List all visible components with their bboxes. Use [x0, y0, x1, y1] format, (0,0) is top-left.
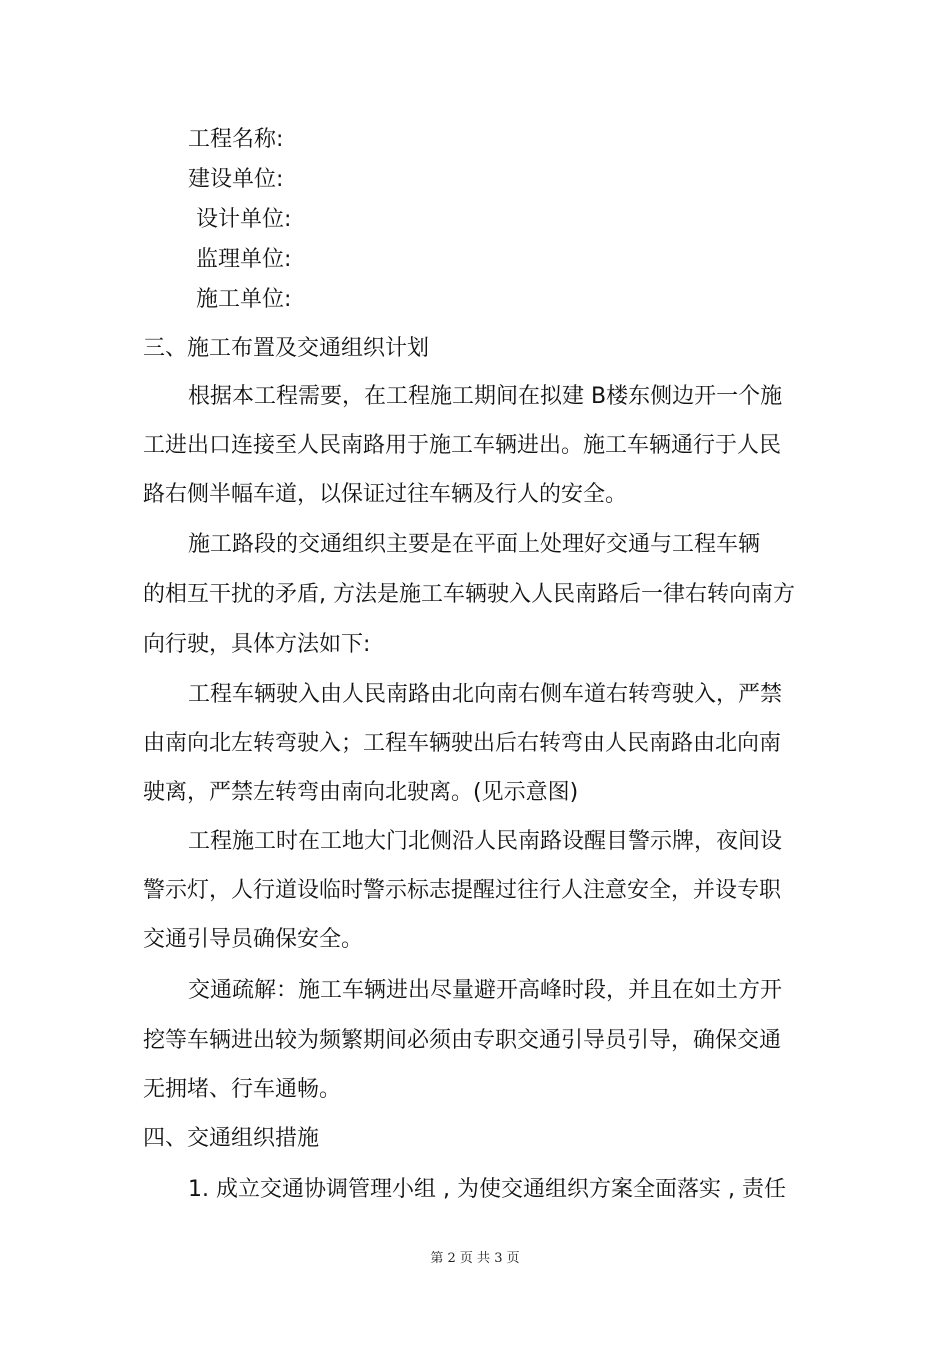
- paragraph-line: 工进出口连接至人民南路用于施工车辆进出。施工车辆通行于人民: [143, 433, 782, 458]
- builder-label: 建设单位:: [188, 167, 284, 192]
- paragraph-line: 施工路段的交通组织主要是在平面上处理好交通与工程车辆: [188, 532, 761, 557]
- paragraph-line: 根据本工程需要，在工程施工期间在拟建 B楼东侧边开一个施: [188, 384, 783, 409]
- paragraph-line: 挖等车辆进出较为频繁期间必须由专职交通引导员引导，确保交通: [143, 1028, 782, 1053]
- paragraph-line: 无拥堵、行车通畅。: [143, 1077, 342, 1102]
- paragraph-line: 1. 成立交通协调管理小组 , 为使交通组织方案全面落实 , 责任: [188, 1177, 786, 1202]
- page-footer: 第 2 页 共 3 页: [430, 1251, 520, 1266]
- paragraph-line: 向行驶，具体方法如下:: [143, 632, 371, 657]
- section-4-heading: 四、交通组织措施: [143, 1126, 320, 1151]
- paragraph-line: 由南向北左转弯驶入；工程车辆驶出后右转弯由人民南路由北向南: [143, 731, 782, 756]
- paragraph-line: 路右侧半幅车道，以保证过往车辆及行人的安全。: [143, 482, 628, 507]
- contractor-label: 施工单位:: [196, 287, 292, 312]
- section-3-heading: 三、施工布置及交通组织计划: [143, 336, 430, 361]
- paragraph-line: 交通引导员确保安全。: [143, 927, 364, 952]
- designer-label: 设计单位:: [196, 207, 292, 232]
- paragraph-line: 交通疏解：施工车辆进出尽量避开高峰时段，并且在如土方开: [188, 978, 783, 1003]
- paragraph-line: 的相互干扰的矛盾, 方法是施工车辆驶入人民南路后一律右转向南方: [143, 582, 795, 607]
- paragraph-line: 驶离，严禁左转弯由南向北驶离。(见示意图): [143, 780, 579, 805]
- paragraph-line: 工程施工时在工地大门北侧沿人民南路设醒目警示牌，夜间设: [188, 829, 783, 854]
- project-name-label: 工程名称:: [188, 127, 284, 152]
- supervisor-label: 监理单位:: [196, 247, 292, 272]
- paragraph-line: 工程车辆驶入由人民南路由北向南右侧车道右转弯驶入，严禁: [188, 682, 783, 707]
- paragraph-line: 警示灯，人行道设临时警示标志提醒过往行人注意安全，并设专职: [143, 878, 782, 903]
